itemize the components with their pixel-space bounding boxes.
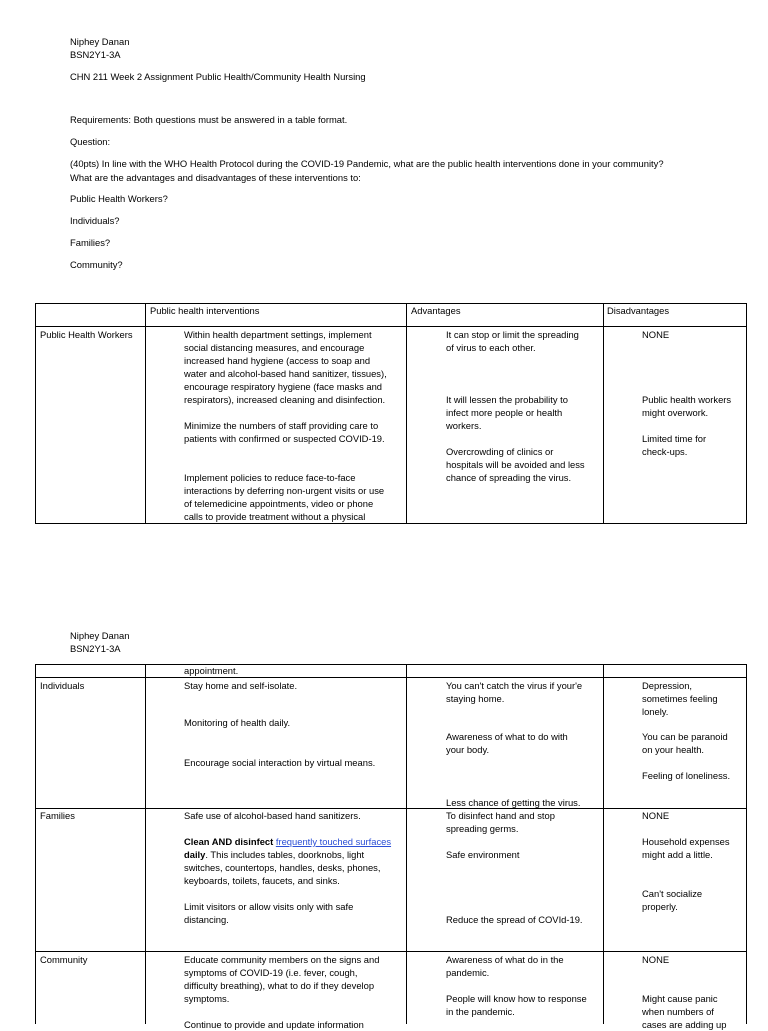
families-advantage-2: Safe environment [446, 849, 520, 860]
target-community: Community? [70, 259, 123, 270]
target-individuals: Individuals? [70, 215, 120, 226]
phw-disadvantage-2: Public health workers might overwork. [642, 394, 732, 418]
daily-bold: daily [184, 849, 206, 860]
individuals-advantage-3: Less chance of getting the virus. [446, 797, 581, 808]
phw-disadvantage-1: NONE [642, 329, 670, 340]
continued-intervention-text: appointment. [184, 665, 239, 676]
target-families: Families? [70, 237, 111, 248]
header-interventions: Public health interventions [150, 305, 260, 316]
header-disadvantages: Disadvantages [607, 305, 670, 316]
community-disadvantage-2: Might cause panic when numbers of cases are adding up [642, 993, 727, 1030]
community-intervention-2: Continue to provide and update information [184, 1019, 364, 1030]
community-advantage-1: Awareness of what do in the pandemic. [446, 954, 564, 978]
author-section: BSN2Y1-3A [70, 49, 121, 60]
individuals-advantage-2: Awareness of what to do with your body. [446, 731, 568, 755]
community-disadvantage-1: NONE [642, 954, 670, 965]
families-disadvantage-2: Household expenses might add a little. [642, 836, 730, 860]
phw-advantage-3: Overcrowding of clinics or hospitals will be avoided and less chance of spreading the virus. [446, 446, 585, 483]
individuals-disadvantage-1: Depression, sometimes feeling lonely. [642, 680, 718, 717]
families-disadvantage-3: Can't socialize properly. [642, 888, 703, 912]
author-name-page2: Niphey Danan [70, 630, 130, 641]
phw-intervention-1: Within health department settings, implement social distancing measures, and encourage increased hand hygiene (access to soap and water and alcohol-based hand sanitizer, tissues), encourage respiratory hygiene (face masks and respirators), increased cleaning and disinfection. [184, 329, 387, 405]
row-label-individuals: Individuals [40, 680, 85, 691]
phw-advantage-2: It will lessen the probability to infect more people or health workers. [446, 394, 568, 431]
community-intervention-1: Educate community members on the signs and symptoms of COVID-19 (i.e. fever, cough, difficulty breathing), what to do if they develop symptoms. [184, 954, 380, 1004]
course-title: CHN 211 Week 2 Assignment Public Health/Community Health Nursing [70, 71, 366, 82]
families-advantage-3: Reduce the spread of COVId-19. [446, 914, 583, 925]
individuals-advantage-1: You can't catch the virus if your'e staying home. [446, 680, 583, 704]
row-label-public-health-workers: Public Health Workers [40, 329, 133, 340]
families-intervention-2-rest: . This includes tables, doorknobs, light switches, countertops, handles, desks, phones, keyboards, toilets, faucets, and sinks. [184, 849, 381, 886]
frequently-touched-surfaces-link[interactable]: frequently touched surfaces [275, 836, 392, 847]
community-advantage-2: People will know how to response in the pandemic. [446, 993, 587, 1017]
families-advantage-1: To disinfect hand and stop spreading germs. [446, 810, 555, 834]
target-public-health-workers: Public Health Workers? [70, 193, 168, 204]
header-advantages: Advantages [411, 305, 461, 316]
individuals-disadvantage-3: Feeling of loneliness. [642, 770, 731, 781]
author-section-page2: BSN2Y1-3A [70, 643, 121, 654]
row-label-families: Families [40, 810, 75, 821]
families-intervention-2 [184, 835, 396, 887]
individuals-intervention-2: Monitoring of health daily. [184, 717, 291, 728]
row-label-community: Community [40, 954, 88, 965]
families-intervention-1: Safe use of alcohol-based hand sanitizers. [184, 810, 361, 821]
individuals-intervention-1: Stay home and self-isolate. [184, 680, 298, 691]
requirements-text: Requirements: Both questions must be answered in a table format. [70, 114, 348, 125]
phw-intervention-3: Implement policies to reduce face-to-face interactions by deferring non-urgent visits or use of telemedicine appointments, video or phone calls to provide treatment without a physical [184, 472, 385, 522]
families-disadvantage-1: NONE [642, 810, 670, 821]
individuals-disadvantage-2: You can be paranoid on your health. [642, 731, 728, 755]
question-text: (40pts) In line with the WHO Health Protocol during the COVID-19 Pandemic, what are the public health interventions done in your community? [70, 158, 664, 169]
individuals-intervention-3: Encourage social interaction by virtual means. [184, 757, 376, 768]
phw-disadvantage-3: Limited time for check-ups. [642, 433, 707, 457]
phw-advantage-1: It can stop or limit the spreading of virus to each other. [446, 329, 579, 353]
phw-intervention-2: Minimize the numbers of staff providing care to patients with confirmed or suspected COVID-19. [184, 420, 385, 444]
author-name: Niphey Danan [70, 36, 130, 47]
question-subtext: What are the advantages and disadvantages of these interventions to: [70, 172, 361, 183]
families-intervention-3: Limit visitors or allow visits only with safe distancing. [184, 901, 354, 925]
question-label: Question: [70, 136, 111, 147]
clean-disinfect-bold: Clean AND disinfect [184, 836, 274, 847]
